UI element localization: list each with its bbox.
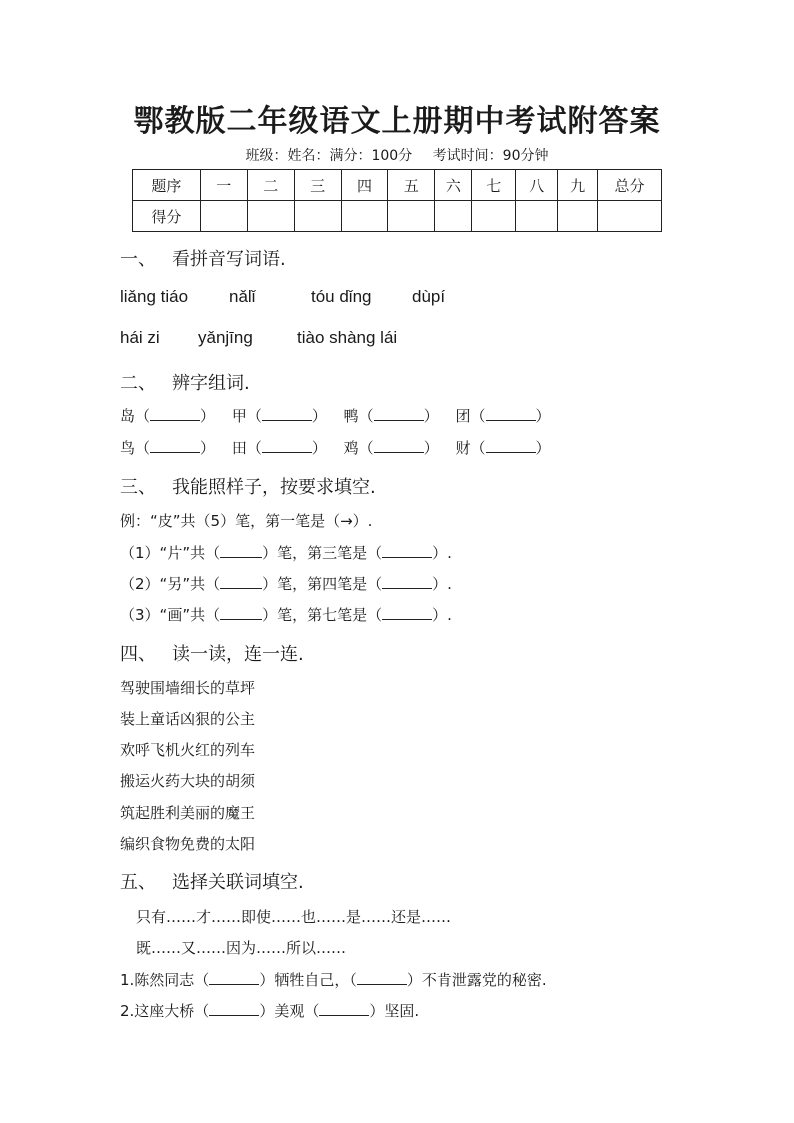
question-text: ）坚固. [369, 1002, 420, 1020]
match-line: 装上童话凶狠的公主 [120, 710, 256, 728]
stroke-question-3 [120, 604, 452, 625]
question-text: ）. [432, 606, 452, 624]
char-group-row-1: 岛（ ） 甲（ ） 鸭（ ） 团（ ） [120, 407, 551, 425]
question-text: （1）“片”共（ [120, 544, 221, 562]
char: 鸡 [343, 439, 359, 457]
section-4-heading [120, 640, 304, 666]
char: 财 [455, 439, 471, 457]
answer-blank[interactable] [220, 605, 262, 620]
char: 甲 [231, 407, 247, 425]
answer-blank[interactable] [382, 605, 432, 620]
pinyin-word: liǎng tiáo [120, 287, 189, 306]
answer-blank[interactable] [150, 406, 200, 421]
match-line: 编织食物免费的太阳 [120, 835, 256, 853]
question-text: ）牺牲自己，（ [259, 971, 357, 989]
answer-blank[interactable] [209, 970, 259, 985]
header-cell: 三 [294, 170, 341, 201]
pinyin-word: tóu dǐng [311, 287, 372, 306]
answer-blank[interactable] [382, 543, 432, 558]
score-cell[interactable] [516, 201, 558, 232]
char-group-row-2: 鸟（ ） 田（ ） 鸡（ ） 财（ ） [120, 439, 551, 457]
score-cell[interactable] [200, 201, 247, 232]
question-text: （2）“另”共（ [120, 575, 221, 593]
char: 鸭 [343, 407, 359, 425]
question-text: ）笔，第四笔是（ [262, 575, 383, 593]
question-text: ）. [432, 544, 452, 562]
section-3-heading [120, 473, 376, 499]
answer-blank[interactable] [220, 543, 262, 558]
answer-blank[interactable] [486, 406, 536, 421]
stroke-example: 例：“皮”共（5）笔，第一笔是（→）. [120, 512, 373, 530]
question-text: （3）“画”共（ [120, 606, 221, 624]
question-text: 1.陈然同志（ [120, 971, 210, 989]
match-line: 驾驶围墙细长的草坪 [120, 679, 256, 697]
class-name-score-line: 班级：姓名：满分：100分 [245, 148, 413, 164]
page-title: 鄂教版二年级语文上册期中考试附答案 [133, 104, 661, 139]
conjunction-options-1: 只有……才……即使……也……是……还是…… [136, 908, 452, 926]
question-text: ）笔，第七笔是（ [262, 606, 383, 624]
exam-info [0, 145, 794, 165]
score-cell[interactable] [435, 201, 472, 232]
pinyin-word: nǎlǐ [229, 287, 256, 306]
conjunction-options-2: 既……又……因为……所以…… [136, 939, 347, 957]
pinyin-word: tiào shàng lái [297, 328, 398, 347]
header-cell: 九 [558, 170, 598, 201]
section-5-heading [120, 868, 304, 894]
question-text: ）笔，第三笔是（ [262, 544, 383, 562]
header-cell: 一 [200, 170, 247, 201]
section-number: 三、 [120, 477, 156, 498]
answer-blank[interactable] [262, 406, 312, 421]
header-cell: 四 [341, 170, 388, 201]
header-cell: 总分 [598, 170, 662, 201]
pinyin-word: hái zi [120, 328, 160, 347]
answer-blank[interactable] [374, 406, 424, 421]
section-2-heading [120, 369, 250, 395]
score-cell[interactable] [388, 201, 435, 232]
score-table [132, 169, 662, 232]
header-cell: 五 [388, 170, 435, 201]
match-line: 搬运火药大块的胡须 [120, 772, 256, 790]
answer-blank[interactable] [209, 1001, 259, 1016]
char: 团 [455, 407, 471, 425]
score-cell[interactable] [598, 201, 662, 232]
char: 岛 [120, 407, 136, 425]
header-cell: 七 [472, 170, 516, 201]
section-number: 一、 [120, 249, 156, 270]
question-text: 2.这座大桥（ [120, 1002, 210, 1020]
match-line: 筑起胜利美丽的魔王 [120, 804, 256, 822]
section-1-heading [120, 245, 286, 271]
char: 鸟 [120, 439, 136, 457]
answer-blank[interactable] [357, 970, 407, 985]
answer-blank[interactable] [374, 438, 424, 453]
row-label: 得分 [133, 201, 201, 232]
section-title: 辨字组词. [172, 373, 250, 394]
section-title: 读一读，连一连. [172, 644, 304, 665]
pinyin-word: dùpí [412, 287, 446, 306]
section-title: 我能照样子，按要求填空. [172, 477, 376, 498]
answer-blank[interactable] [150, 438, 200, 453]
score-cell[interactable] [341, 201, 388, 232]
score-cell[interactable] [294, 201, 341, 232]
header-cell: 题序 [133, 170, 201, 201]
stroke-question-2 [120, 573, 452, 594]
score-cell[interactable] [247, 201, 294, 232]
score-table-header-row [133, 170, 662, 201]
score-table-score-row [133, 201, 662, 232]
question-text: ）美观（ [259, 1002, 320, 1020]
answer-blank[interactable] [319, 1001, 369, 1016]
header-cell: 六 [435, 170, 472, 201]
conjunction-question-1 [120, 969, 547, 990]
exam-time: 考试时间：90分钟 [432, 148, 549, 164]
stroke-question-1 [120, 542, 452, 563]
answer-blank[interactable] [220, 574, 262, 589]
conjunction-question-2 [120, 1000, 419, 1021]
section-number: 五、 [120, 872, 156, 893]
question-text: ）. [432, 575, 452, 593]
answer-blank[interactable] [262, 438, 312, 453]
score-cell[interactable] [472, 201, 516, 232]
match-line: 欢呼飞机火红的列车 [120, 741, 256, 759]
section-number: 二、 [120, 373, 156, 394]
answer-blank[interactable] [486, 438, 536, 453]
section-number: 四、 [120, 644, 156, 665]
question-text: ）不肯泄露党的秘密. [406, 971, 547, 989]
section-title: 看拼音写词语. [172, 249, 286, 270]
header-cell: 二 [247, 170, 294, 201]
answer-blank[interactable] [382, 574, 432, 589]
pinyin-word: yǎnjīng [198, 328, 253, 347]
char: 田 [231, 439, 247, 457]
score-cell[interactable] [558, 201, 598, 232]
section-title: 选择关联词填空. [172, 872, 304, 893]
header-cell: 八 [516, 170, 558, 201]
